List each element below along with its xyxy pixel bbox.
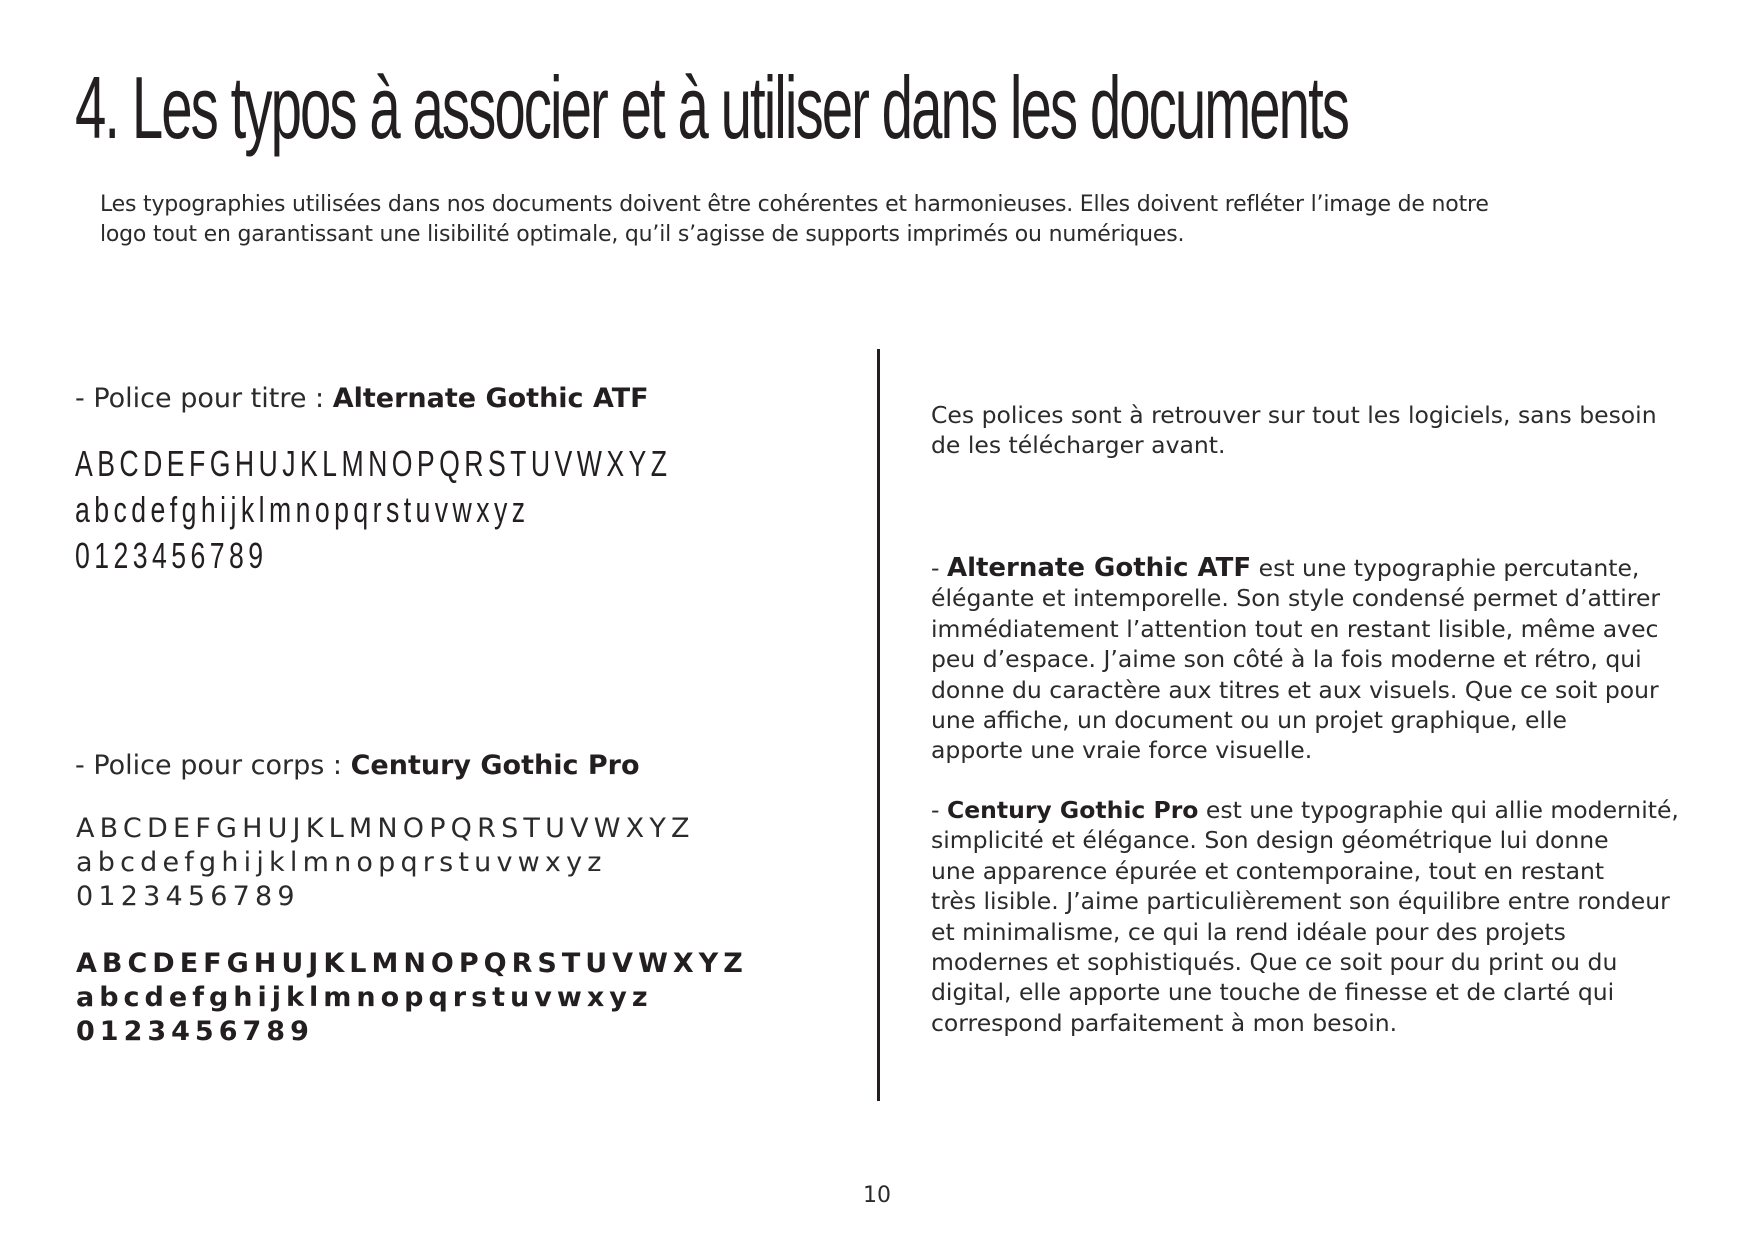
alternate-line: une affiche, un document ou un projet graphique, elle (931, 706, 1567, 735)
body-font-bold-digits: 0123456789 (76, 1016, 314, 1047)
alternate-line: peu d’espace. J’aime son côté à la fois moderne et rétro, qui (931, 645, 1642, 674)
body-font-name: Century Gothic Pro (350, 750, 640, 781)
intro-line: Les typographies utilisées dans nos documents doivent être cohérentes et harmonieuses. Elles doivent refléter l’image de notre (100, 192, 1489, 217)
title-font-uppercase: ABCDEFGHUJKLMNOPQRSTUVWXYZ (75, 443, 672, 484)
alternate-line: apporte une vraie force visuelle. (931, 736, 1313, 765)
body-font-bold-uppercase: ABCDEFGHUJKLMNOPQRSTUVWXYZ (76, 948, 748, 979)
intro-line: logo tout en garantissant une lisibilité optimale, qu’il s’agisse de supports imprimés ou numériques. (100, 222, 1185, 247)
century-description (931, 795, 1691, 1038)
page-title: 4. Les typos à associer et à utiliser dans les documents (75, 58, 1349, 157)
century-line: et minimalisme, ce qui la rend idéale pour des projets (931, 917, 1566, 946)
body-font-label (75, 750, 640, 782)
page-number: 10 (863, 1183, 891, 1208)
column-divider (877, 349, 880, 1101)
century-line: digital, elle apporte une touche de finesse et de clarté qui (931, 978, 1615, 1007)
century-line: très lisible. J’aime particulièrement son équilibre entre rondeur (931, 887, 1670, 916)
title-font-label-prefix: - Police pour titre : (75, 383, 333, 414)
body-font-bold-lowercase: abcdefghijklmnopqrstuvwxyz (76, 982, 653, 1013)
intro-paragraph (100, 190, 1660, 250)
century-first-line (931, 795, 1691, 825)
availability-note (931, 400, 1691, 461)
century-line: modernes et sophistiqués. Que ce soit pour du print ou du (931, 948, 1618, 977)
title-font-label (75, 383, 649, 415)
alternate-line: élégante et intemporelle. Son style condensé permet d’attirer (931, 584, 1661, 613)
body-font-regular-lowercase: abcdefghijklmnopqrstuvwxyz (76, 847, 607, 878)
alternate-line: immédiatement l’attention tout en restant lisible, même avec (931, 614, 1659, 643)
alternate-font-name: Alternate Gothic ATF (946, 553, 1252, 583)
availability-line: Ces polices sont à retrouver sur tout les logiciels, sans besoin (931, 401, 1657, 429)
title-font-digits: 0123456789 (75, 535, 268, 576)
alternate-description (931, 553, 1691, 766)
body-font-regular-uppercase: ABCDEFGHUJKLMNOPQRSTUVWXYZ (76, 813, 695, 844)
century-prefix: - (931, 796, 947, 824)
body-font-regular-digits: 0123456789 (76, 881, 300, 912)
title-font-lowercase: abcdefghijklmnopqrstuvwxyz (75, 489, 530, 530)
century-line: correspond parfaitement à mon besoin. (931, 1008, 1398, 1037)
title-font-name: Alternate Gothic ATF (332, 383, 649, 414)
alternate-first-line (931, 553, 1691, 583)
availability-line: de les télécharger avant. (931, 431, 1226, 460)
century-font-name: Century Gothic Pro (946, 796, 1199, 824)
century-line: simplicité et élégance. Son design géométrique lui donne (931, 826, 1609, 855)
alternate-line: donne du caractère aux titres et aux visuels. Que ce soit pour (931, 675, 1659, 704)
alternate-prefix: - (931, 554, 947, 582)
alternate-first-line-rest: est une typographie percutante, (1251, 554, 1640, 582)
body-font-label-prefix: - Police pour corps : (75, 750, 351, 781)
century-line: une apparence épurée et contemporaine, tout en restant (931, 856, 1605, 885)
century-first-line-rest: est une typographie qui allie modernité, (1198, 796, 1679, 824)
